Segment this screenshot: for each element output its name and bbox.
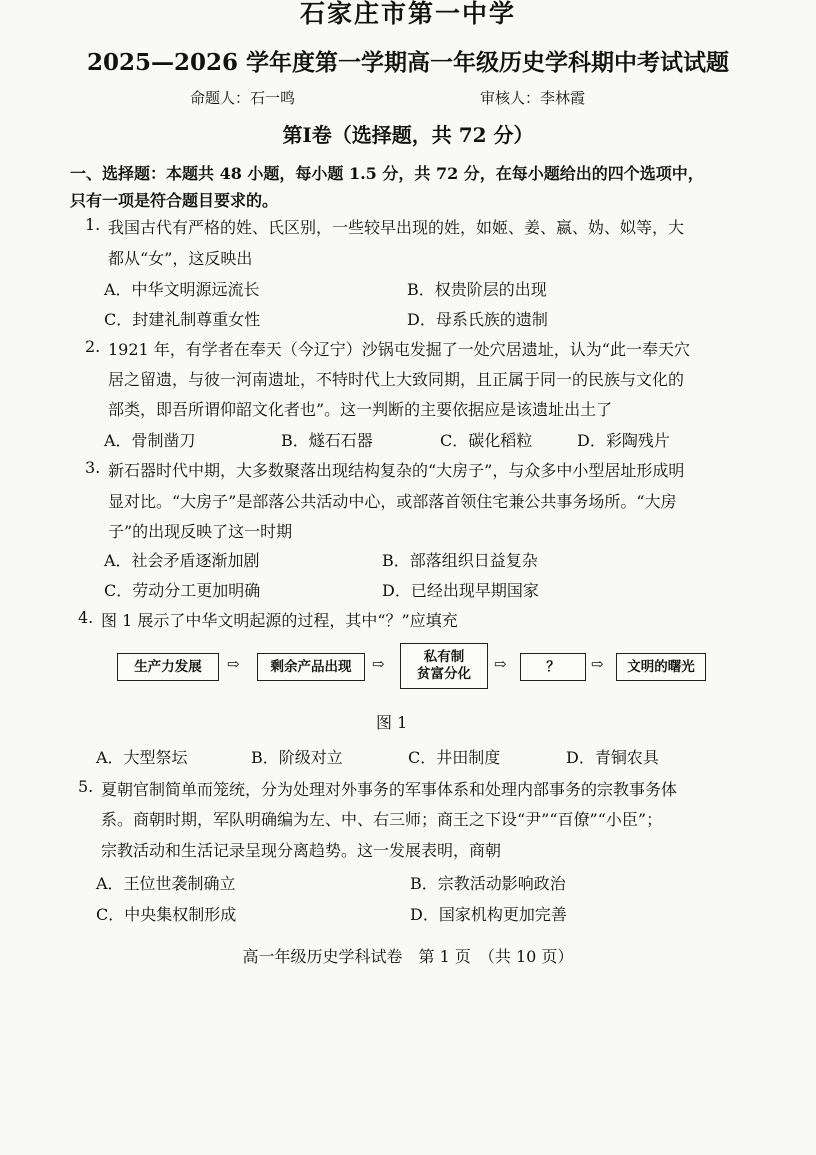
option-b: B．燧石石器 [281, 431, 373, 450]
flow-box-line: 私有制 [423, 649, 465, 665]
option-b: B．权贵阶层的出现 [407, 280, 547, 299]
section-instructions [70, 160, 704, 214]
figure-caption: 图 1 [376, 713, 408, 732]
flow-box-civilization: 文明的曙光 [616, 653, 706, 681]
flow-box-line: 贫富分化 [417, 666, 471, 682]
option-a: A．大型祭坛 [96, 748, 188, 767]
option-d: D．国家机构更加完善 [410, 905, 567, 924]
question-number: 4. [78, 608, 94, 627]
question-stem: 新石器时代中期，大多数聚落出现结构复杂的“大房子”，与众多中小型居址形成明 [108, 461, 685, 480]
option-d: D．青铜农具 [566, 748, 659, 767]
option-a: A．王位世袭制确立 [96, 874, 236, 893]
arrow-right-icon: ⇨ [591, 655, 604, 673]
option-c: C．封建礼制尊重女性 [104, 310, 261, 329]
question-stem: 子”的出现反映了这一时期 [108, 522, 293, 541]
question-stem: 图 1 展示了中华文明起源的过程，其中“？”应填充 [101, 611, 458, 630]
question-stem: 居之留遗，与彼一河南遗址，不特时代上大致同期，且正属于同一的民族与文化的 [108, 370, 685, 389]
setter-label: 命题人：石一鸣 [190, 89, 296, 107]
figure-1-flowchart [117, 643, 717, 689]
question-number: 3. [85, 458, 101, 477]
question-stem: 显对比。“大房子”是部落公共活动中心，或部落首领住宅兼公共事务场所。“大房 [108, 492, 677, 511]
arrow-right-icon: ⇨ [494, 655, 507, 673]
page-footer: 高一年级历史学科试卷 第 1 页 （共 10 页） [242, 947, 574, 966]
volume-heading: 第Ⅰ卷（选择题，共 72 分） [282, 123, 534, 147]
arrow-right-icon: ⇨ [227, 655, 240, 673]
flow-box-surplus: 剩余产品出现 [257, 653, 365, 681]
question-stem: 都从“女”，这反映出 [108, 249, 253, 268]
arrow-right-icon: ⇨ [372, 655, 385, 673]
school-name: 石家庄市第一中学 [299, 0, 516, 28]
option-c: C．井田制度 [408, 748, 501, 767]
option-d: D．彩陶残片 [577, 431, 670, 450]
option-b: B．部落组织日益复杂 [382, 551, 538, 570]
option-a: A．社会矛盾逐渐加剧 [104, 551, 260, 570]
question-stem: 夏朝官制简单而笼统，分为处理对外事务的军事体系和处理内部事务的宗教事务体 [101, 780, 678, 799]
question-number: 2. [85, 337, 101, 356]
instructions-line: 一、选择题：本题共 48 小题，每小题 1.5 分，共 72 分，在每小题给出的四个选项中， [70, 164, 704, 183]
instructions-line: 只有一项是符合题目要求的。 [70, 191, 279, 210]
option-c: C．中央集权制形成 [96, 905, 237, 924]
question-stem: 系。商朝时期，军队明确编为左、中、右三师；商王之下设“尹”“百僚”“小臣”； [101, 810, 663, 829]
option-c: C．劳动分工更加明确 [104, 581, 261, 600]
option-c: C．碳化稻粒 [440, 431, 533, 450]
option-b: B．宗教活动影响政治 [410, 874, 566, 893]
reviewer-label: 审核人：李林霞 [480, 89, 586, 107]
question-stem: 宗教活动和生活记录呈现分离趋势。这一发展表明，商朝 [101, 841, 502, 860]
exam-title: 2025—2026 学年度第一学期高一年级历史学科期中考试试题 [86, 49, 730, 76]
flow-box-private-ownership [400, 643, 488, 689]
flow-box-unknown: ？ [520, 653, 586, 681]
option-a: A．中华文明源远流长 [104, 280, 260, 299]
option-d: D．母系氏族的遗制 [407, 310, 548, 329]
option-d: D．已经出现早期国家 [382, 581, 539, 600]
question-number: 1. [85, 215, 101, 234]
question-stem: 部类，即吾所谓仰韶文化者也”。这一判断的主要依据应是该遗址出土了 [108, 400, 613, 419]
question-stem: 我国古代有严格的姓、氏区别，一些较早出现的姓，如姬、姜、嬴、妫、姒等，大 [108, 218, 685, 237]
question-number: 5. [78, 777, 94, 796]
option-b: B．阶级对立 [251, 748, 343, 767]
option-a: A．骨制凿刀 [104, 431, 196, 450]
flow-box-productivity: 生产力发展 [117, 653, 219, 681]
question-stem: 1921 年，有学者在奉天（今辽宁）沙锅屯发掘了一处穴居遗址，认为“此一奉天穴 [108, 340, 690, 359]
